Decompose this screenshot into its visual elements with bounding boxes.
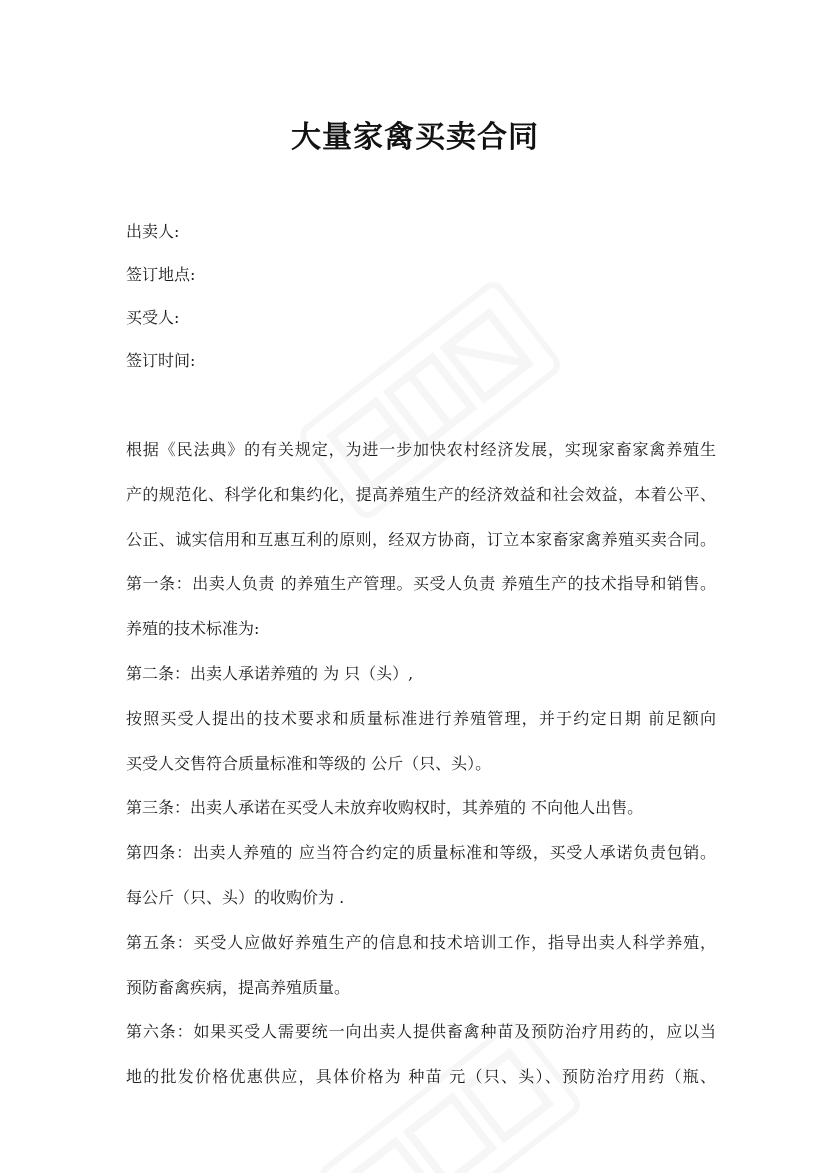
body-line: 第四条：出卖人养殖的 应当符合约定的质量标准和等级，买受人承诺负责包销。 <box>126 843 716 863</box>
body-line: 地的批发价格优惠供应，具体价格为 种苗 元（只、头）、预防治疗用药（瓶、 <box>126 1067 716 1087</box>
body-line: 根据《民法典》的有关规定，为进一步加快农村经济发展，实现家畜家禽养殖生 <box>126 440 716 459</box>
body-line: 公正、诚实信用和互惠互利的原则，经双方协商，订立本家畜家禽养殖买卖合同。 <box>126 529 716 549</box>
body-line: 买受人交售符合质量标准和等级的 公斤（只、头）。 <box>126 753 492 773</box>
body-line: 预防畜禽疾病，提高养殖质量。 <box>126 977 351 997</box>
body-line: 第二条：出卖人承诺养殖的 为 只（头）, <box>126 663 414 683</box>
body-line: 第六条：如果买受人需要统一向出卖人提供畜禽种苗及预防治疗用药的，应以当 <box>126 1022 716 1042</box>
body-line: 第五条：买受人应做好养殖生产的信息和技术培训工作，指导出卖人科学养殖， <box>126 932 716 952</box>
field-signing-place: 签订地点: <box>126 265 196 284</box>
field-signing-time: 签订时间: <box>126 351 196 370</box>
body-line: 按照买受人提出的技术要求和质量标准进行养殖管理，并于约定日期 前足额向 <box>126 708 716 728</box>
contract-body <box>126 434 716 1106</box>
field-seller: 出卖人: <box>126 222 180 241</box>
body-line: 第三条：出卖人承诺在买受人未放弃收购权时，其养殖的 不向他人出售。 <box>126 798 644 818</box>
body-line: 产的规范化、科学化和集约化，提高养殖生产的经济效益和社会效益，本着公平、 <box>126 484 716 504</box>
contract-fields <box>126 218 726 390</box>
field-buyer: 买受人: <box>126 308 180 327</box>
body-line: 每公斤（只、头）的收购价为 . <box>126 887 345 907</box>
body-line: 养殖的技术标准为: <box>126 619 260 639</box>
body-line: 第一条：出卖人负责 的养殖生产管理。买受人负责 养殖生产的技术指导和销售。 <box>126 574 716 594</box>
document-title: 大量家禽买卖合同 <box>291 120 539 155</box>
